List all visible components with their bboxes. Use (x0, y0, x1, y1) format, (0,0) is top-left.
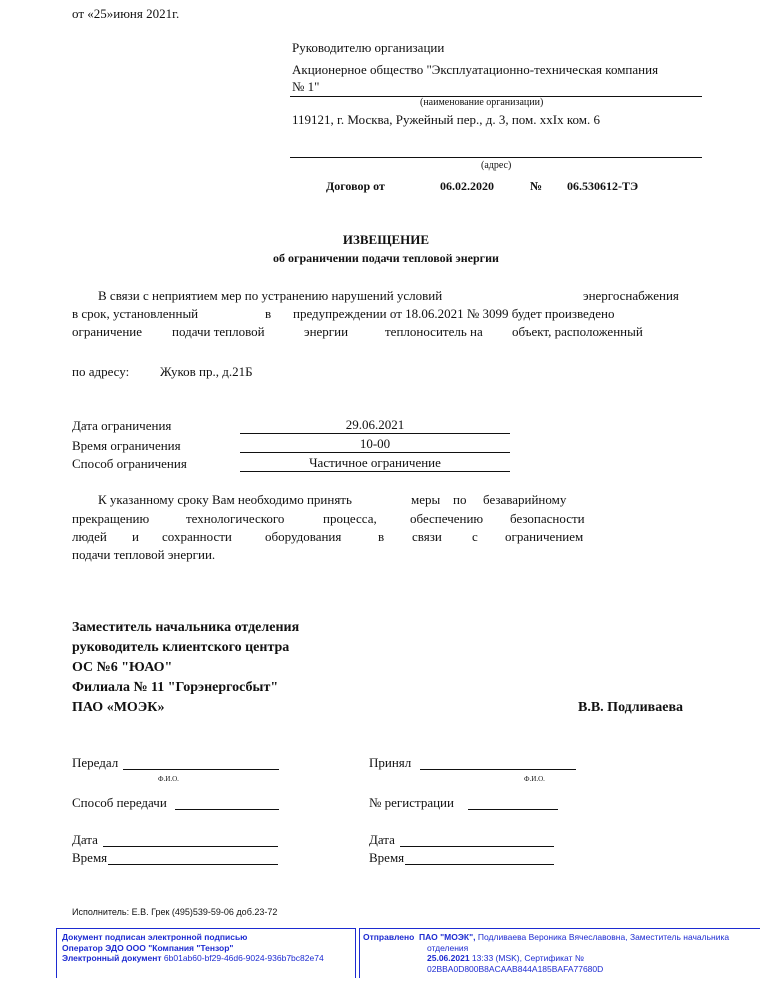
contract-number: 06.530612-ТЭ (567, 179, 639, 193)
p1-line3-a: ограничение (72, 324, 143, 339)
address-hint: (адрес) (481, 160, 512, 171)
addressee-title: Руководителю организации (292, 40, 445, 55)
address-underline (290, 157, 702, 158)
p2-line2-c: процесса, (323, 511, 377, 526)
signatory-line1: Заместитель начальника отделения (72, 620, 300, 635)
esign-left-doc-id: 6b01ab60-bf29-46d6-9024-936b7bc82e74 (163, 953, 324, 963)
p2-line2-a: прекращению (72, 511, 150, 526)
p2-line2-d: обеспечению (410, 511, 484, 526)
received-line (420, 769, 576, 770)
time-right-label: Время (369, 850, 405, 865)
p2-line1-c: по (453, 492, 467, 507)
p1-line2-b: в (265, 306, 272, 321)
contract-label: Договор от (326, 179, 385, 193)
esign-stamp-left (56, 928, 356, 978)
document-title: ИЗВЕЩЕНИЕ (342, 232, 430, 247)
time-left-label: Время (72, 850, 108, 865)
contract-number-sign: № (530, 179, 543, 193)
signatory-line4: Филиала № 11 "Горэнергосбыт" (72, 680, 279, 695)
esign-left-line1: Документ подписан электронной подписью (62, 932, 248, 942)
time-left-line (108, 864, 278, 865)
esign-sent-date: 25.06.2021 (427, 953, 470, 963)
p1-line1-a: В связи с неприятием мер по устранению нарушений условий (98, 288, 443, 303)
org-address: 119121, г. Москва, Ружейный пер., д. 3, пом. xxIx ком. 6 (292, 112, 601, 127)
org-name-hint: (наименование организации) (420, 97, 544, 108)
esign-sent-person: Подливаева Вероника Вячеславовна, Заместитель начальника (477, 932, 730, 942)
org-name-line2: № 1" (292, 79, 320, 94)
passed-label: Передал (72, 755, 119, 770)
p2-line1-a: К указанному сроку Вам необходимо принять (98, 492, 352, 507)
esign-left-doc-label: Электронный документ (62, 953, 162, 963)
signatory-name: В.В. Подливаева (578, 700, 683, 715)
date-left-label: Дата (72, 832, 98, 847)
p2-line1-d: безаварийному (483, 492, 567, 507)
p2-line3-h: ограничением (505, 529, 584, 544)
contract-date: 06.02.2020 (440, 179, 494, 193)
p2-line3-d: оборудования (265, 529, 342, 544)
p2-line3-a: людей (72, 529, 107, 544)
p1-line1-b: энергоснабжения (583, 288, 679, 303)
esign-time-cert: 13:33 (MSK), Сертификат № (471, 953, 584, 963)
method-label: Способ передачи (72, 795, 167, 810)
p2-line1-b: меры (411, 492, 441, 507)
signatory-line3: ОС №6 "ЮАО" (72, 660, 173, 675)
date-left-line (103, 846, 278, 847)
passed-line (123, 769, 279, 770)
received-label: Принял (369, 755, 412, 770)
restriction-time-label: Время ограничения (72, 438, 181, 453)
object-address-label: по адресу: (72, 364, 130, 379)
signatory-line2: руководитель клиентского центра (72, 640, 290, 655)
p1-line3-c: энергии (304, 324, 349, 339)
signatory-line5: ПАО «МОЭК» (72, 700, 165, 715)
p2-line4: подачи тепловой энергии. (72, 547, 216, 562)
document-subtitle: об ограничении подачи тепловой энергии (273, 251, 499, 265)
received-fio-hint: Ф.И.О. (524, 775, 545, 783)
p1-line2-a: в срок, установленный (72, 306, 199, 321)
letter-date: от «25»июня 2021г. (72, 6, 180, 21)
restriction-time-value: 10-00 (240, 436, 510, 453)
esign-sent-label: Отправлено (363, 932, 415, 942)
passed-fio-hint: Ф.И.О. (158, 775, 179, 783)
p2-line3-c: сохранности (162, 529, 232, 544)
restriction-date-label: Дата ограничения (72, 418, 172, 433)
restriction-date-value: 29.06.2021 (240, 417, 510, 434)
esign-left-line2: Оператор ЭДО ООО "Компания "Тензор" (62, 942, 234, 953)
date-right-label: Дата (369, 832, 395, 847)
executor-note: Исполнитель: Е.В. Грек (495)539-59-06 доб.23-72 (72, 907, 278, 917)
p1-line3-d: теплоноситель на (385, 324, 483, 339)
esign-cert-number: 02BBA0D800B8ACAAB844A185BAFA77680D (427, 963, 604, 974)
p2-line2-e: безопасности (510, 511, 585, 526)
p2-line3-e: в (378, 529, 385, 544)
registration-label: № регистрации (369, 795, 454, 810)
p1-line3-e: объект, расположенный (512, 324, 643, 339)
restriction-method-label: Способ ограничения (72, 456, 187, 471)
p2-line3-b: и (132, 529, 139, 544)
p2-line3-f: связи (412, 529, 442, 544)
esign-stamp-right (359, 928, 760, 978)
p1-line2-c: предупреждении от 18.06.2021 № 3099 будет произведено (293, 306, 615, 321)
esign-sent-org: ПАО "МОЭК", (419, 932, 476, 942)
p1-line3-b: подачи тепловой (172, 324, 265, 339)
time-right-line (405, 864, 554, 865)
org-name-line1: Акционерное общество "Эксплуатационно-техническая компания (292, 62, 659, 77)
date-right-line (400, 846, 554, 847)
p2-line2-b: технологического (186, 511, 285, 526)
restriction-method-value: Частичное ограничение (240, 455, 510, 472)
registration-line (468, 809, 558, 810)
esign-right-line2: отделения (427, 942, 469, 953)
object-address-value: Жуков пр., д.21Б (160, 364, 253, 379)
p2-line3-g: с (472, 529, 478, 544)
method-line (175, 809, 279, 810)
